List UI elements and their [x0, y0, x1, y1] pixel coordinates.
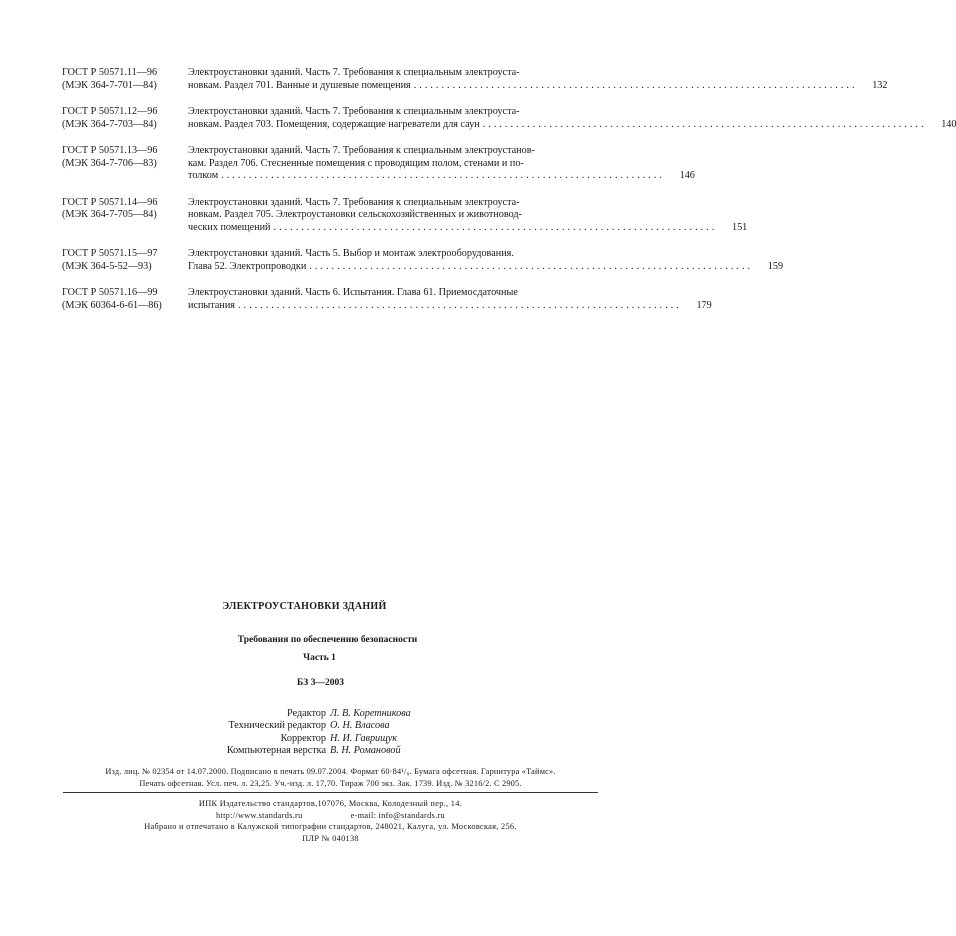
- dot-leader: ................................................................................: [482, 118, 927, 130]
- credit-role: Корректор: [280, 732, 326, 744]
- toc-title-line: испытания: [188, 299, 235, 311]
- standard-code-line: ГОСТ Р 50571.12—96: [62, 106, 158, 117]
- toc-title: [188, 106, 926, 131]
- credit-role: Компьютерная верстка: [226, 744, 326, 756]
- dot-leader: ................................................................................: [413, 79, 858, 91]
- imprint-line: Изд. лиц. № 02354 от 14.07.2000. Подписано в печать 09.07.2004. Формат 60·84¹/₈. Бумага офсетная. Гарнитура «Таймс».: [105, 767, 556, 776]
- page-number: 179: [696, 299, 712, 311]
- toc-entry: [62, 67, 888, 92]
- toc-title-line: Электроустановки зданий. Часть 7. Требования к специальным электроуста-: [188, 196, 520, 208]
- page-number: 146: [679, 170, 695, 181]
- toc-title-line: новкам. Раздел 705. Электроустановки сельскохозяйственных и животновод-: [188, 209, 522, 220]
- credit-row: [0, 745, 661, 757]
- toc-title-line: ческих помещений: [188, 221, 271, 233]
- standard-code: [62, 106, 188, 131]
- publisher-contacts: [0, 810, 661, 822]
- dot-leader: ................................................................................: [309, 260, 754, 272]
- divider: [63, 792, 598, 793]
- printer-info: Набрано и отпечатано в Калужской типографии стандартов, 248021, Калуга, ул. Московская, 256.: [144, 822, 517, 831]
- credit-row: [0, 708, 661, 720]
- toc-title: [188, 248, 753, 273]
- toc-title-line: Электроустановки зданий. Часть 7. Требования к специальным электроуста-: [188, 106, 520, 117]
- page-number: 132: [872, 79, 888, 91]
- toc-entry: [62, 145, 695, 183]
- toc-title-line: кам. Раздел 706. Стесненные помещения с проводящим полом, стенами и по-: [188, 157, 524, 169]
- toc-entry: [62, 287, 712, 312]
- toc-title: [188, 197, 717, 235]
- page-number: 151: [731, 221, 748, 233]
- standard-code-line: (МЭК 364-5-52—93): [62, 260, 152, 272]
- toc-entry: [62, 248, 784, 273]
- website-link[interactable]: http://www.standards.ru: [216, 810, 303, 820]
- standard-code-line: (МЭК 364-7-705—84): [62, 209, 157, 220]
- credit-row: [0, 733, 661, 745]
- standard-code-line: ГОСТ Р 50571.15—97: [62, 248, 158, 259]
- part-label: Часть 1: [303, 653, 336, 663]
- standard-code-line: ГОСТ Р 50571.14—96: [62, 196, 158, 208]
- table-of-contents: [62, 67, 956, 326]
- standard-code-line: (МЭК 364-7-701—84): [62, 79, 157, 91]
- standard-code: [62, 287, 188, 312]
- toc-title: [188, 67, 857, 92]
- standard-code: [62, 248, 188, 273]
- credit-role: Редактор: [287, 708, 326, 719]
- page-number: 159: [767, 260, 784, 272]
- standard-code: [62, 145, 188, 183]
- toc-title-line: Глава 52. Электропроводки: [188, 260, 307, 272]
- standard-code-line: (МЭК 60364-6-61—86): [62, 299, 162, 311]
- credit-role: Технический редактор: [228, 720, 326, 732]
- email-link[interactable]: e-mail: info@standards.ru: [350, 810, 445, 820]
- toc-title-line: новкам. Раздел 701. Ванные и душевые помещения: [188, 79, 411, 91]
- page-title: ЭЛЕКТРОУСТАНОВКИ ЗДАНИЙ: [222, 601, 387, 612]
- credit-name: Н. И. Гаврищук: [330, 732, 397, 744]
- publisher-address: ИПК Издательство стандартов,107076, Москва, Колодезный пер., 14.: [198, 799, 463, 808]
- imprint-line: Печать офсетная. Усл. печ. л. 23,25. Уч.-изд. л. 17,70. Тираж 700 экз. Зак. 1739. Изд. № 3216/2. С 2905.: [139, 779, 522, 788]
- credit-name: Л. В. Коретникова: [330, 708, 411, 719]
- toc-title-line: толком: [188, 170, 219, 181]
- subtitle: Требования по обеспечению безопасности: [237, 635, 418, 645]
- publisher-block: [0, 798, 661, 844]
- toc-title: [188, 145, 665, 183]
- toc-title-line: Электроустановки зданий. Часть 7. Требования к специальным электроустанов-: [188, 145, 535, 156]
- dot-leader: ................................................................................: [273, 221, 718, 233]
- toc-title-line: Электроустановки зданий. Часть 5. Выбор и монтаж электрооборудования.: [188, 248, 514, 259]
- toc-title-line: Электроустановки зданий. Часть 6. Испытания. Глава 61. Приемосдаточные: [188, 287, 518, 298]
- dot-leader: ................................................................................: [221, 170, 665, 181]
- page-number: 140: [941, 118, 956, 130]
- standard-code-line: ГОСТ Р 50571.11—96: [62, 67, 158, 78]
- toc-title: [188, 287, 682, 312]
- dot-leader: ................................................................................: [237, 299, 682, 311]
- toc-entry: [62, 106, 956, 131]
- standard-code: [62, 67, 188, 92]
- imprint-block: [0, 766, 661, 790]
- credit-name: В. Н. Романовой: [330, 744, 401, 756]
- credit-name: О. Н. Власова: [330, 720, 390, 732]
- standard-code-line: (МЭК 364-7-706—83): [62, 157, 157, 169]
- bz-label: БЗ 3—2003: [297, 678, 344, 688]
- toc-title-line: Электроустановки зданий. Часть 7. Требования к специальным электроуста-: [188, 67, 520, 78]
- standard-code-line: (МЭК 364-7-703—84): [62, 118, 157, 130]
- license-number: ПЛР № 040138: [302, 833, 359, 843]
- standard-code-line: ГОСТ Р 50571.16—99: [62, 287, 158, 298]
- standard-code: [62, 197, 188, 235]
- credits-block: [0, 708, 661, 757]
- toc-entry: [62, 196, 748, 235]
- standard-code-line: ГОСТ Р 50571.13—96: [62, 145, 158, 156]
- toc-title-line: новкам. Раздел 703. Помещения, содержащие нагреватели для саун: [188, 118, 480, 130]
- credit-row: [0, 720, 661, 732]
